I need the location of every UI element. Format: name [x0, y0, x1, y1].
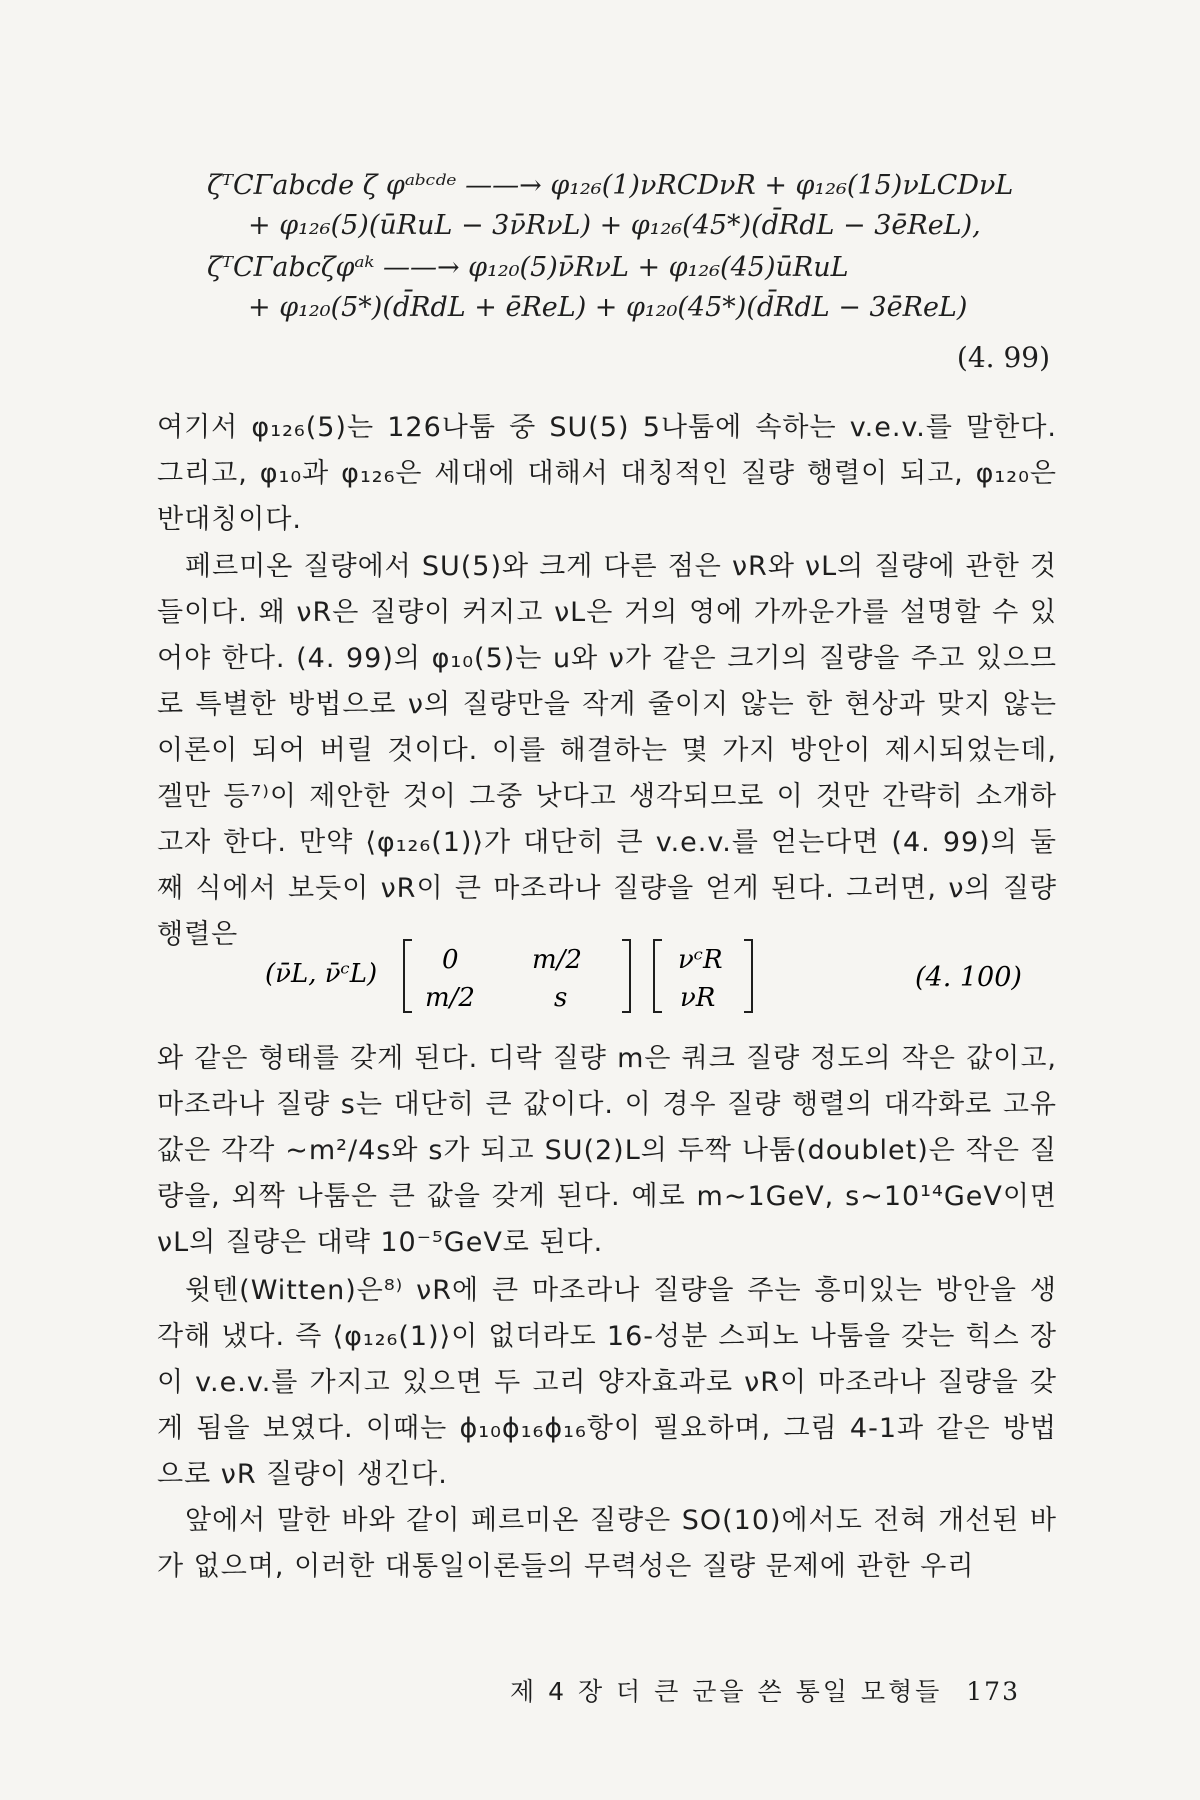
paragraph-5-text: 앞에서 말한 바와 같이 페르미온 질량은 SO(10)에서도 전혀 개선된 바가 없으며, 이러한 대통일이론들의 무력성은 질량 문제에 관한 우리	[157, 1505, 1057, 1582]
row-vector: (ν̄L, ν̄ᶜL)	[265, 959, 378, 989]
equation-line-3: ζᵀCΓabcζφᵃᵏ ——→ φ₁₂₀(5)ν̄RνL + φ₁₂₆(45)ūRuL	[207, 252, 849, 283]
matrix-equation-figure	[150, 930, 1050, 1020]
paragraph-1-text: 여기서 φ₁₂₆(5)는 126나툼 중 SU(5) 5나툼에 속하는 v.e.v.를 말한다. 그리고, φ₁₀과 φ₁₂₆은 세대에 대해서 대칭적인 질량 행렬이 되고, φ₁₂₀은 반대칭이다.	[157, 412, 1057, 535]
running-footer	[510, 1672, 1020, 1708]
paragraph-5	[157, 1498, 1057, 1590]
paragraph-2	[157, 544, 1057, 958]
equation-number-4-100: (4. 100)	[915, 962, 1022, 993]
equation-line-2: + φ₁₂₆(5)(ūRuL − 3ν̄RνL) + φ₁₂₆(45*)(d̄RdL − 3ēReL),	[248, 210, 981, 241]
vector-top: νᶜR	[678, 945, 723, 975]
matrix-left-bracket	[404, 940, 412, 1012]
paragraph-3-text: 와 같은 형태를 갖게 된다. 디락 질량 m은 쿼크 질량 정도의 작은 값이고, 마조라나 질량 s는 대단히 큰 값이다. 이 경우 질량 행렬의 대각화로 고유값은 각각 ∼m²/4s와 s가 되고 SU(2)L의 두짝 나툼(doublet)은 작은 질량을, 외짝 나툼은 큰 값을 갖게 된다. 예로 m∼1GeV, s∼10¹⁴GeV이면 νL의 질량은 대략 10⁻⁵GeV로 된다.	[157, 1043, 1057, 1258]
equation-number-4-99: (4. 99)	[956, 341, 1050, 374]
matrix-right-bracket	[622, 940, 630, 1012]
vector-bottom: νR	[680, 983, 716, 1013]
matrix-m22: s	[554, 983, 568, 1013]
paragraph-1	[157, 405, 1057, 543]
equation-block-4-100	[150, 930, 1050, 1020]
paragraph-2-text: 페르미온 질량에서 SU(5)와 크게 다른 점은 νR와 νL의 질량에 관한 것들이다. 왜 νR은 질량이 커지고 νL은 거의 영에 가까운가를 설명할 수 있어야 한다. (4. 99)의 φ₁₀(5)는 u와 ν가 같은 크기의 질량을 주고 있으므로 특별한 방법으로 ν의 질량만을 작게 줄이지 않는 한 현상과 맞지 않는 이론이 되어 버릴 것이다. 이를 해결하는 몇 가지 방안이 제시되었는데, 겔만 등⁷⁾이 제안한 것이 그중 낫다고 생각되므로 이 것만 간략히 소개하고자 한다. 만약 ⟨φ₁₂₆(1)⟩가 대단히 큰 v.e.v.를 얻는다면 (4. 99)의 둘째 식에서 보듯이 νR이 큰 마조라나 질량을 얻게 된다. 그러면, ν의 질량행렬은	[157, 551, 1057, 950]
paragraph-3	[157, 1036, 1057, 1266]
equation-block-4-99	[150, 172, 1050, 372]
vector-right-bracket	[744, 940, 752, 1012]
paragraph-4	[157, 1268, 1057, 1498]
equation-line-4: + φ₁₂₀(5*)(d̄RdL + ēReL) + φ₁₂₀(45*)(d̄RdL − 3ēReL)	[248, 292, 968, 323]
matrix-m21: m/2	[425, 983, 475, 1013]
vector-left-bracket	[654, 940, 662, 1012]
equation-line-1: ζᵀCΓabcde ζ φᵃᵇᶜᵈᵉ ——→ φ₁₂₆(1)νRCDνR + φ₁₂₆(15)νLCDνL	[207, 170, 1014, 201]
matrix-m12: m/2	[532, 945, 582, 975]
paragraph-4-text: 윗텐(Witten)은⁸⁾ νR에 큰 마조라나 질량을 주는 흥미있는 방안을 생각해 냈다. 즉 ⟨φ₁₂₆(1)⟩이 없더라도 16-성분 스피노 나툼을 갖는 힉스 장이 v.e.v.를 가지고 있으면 두 고리 양자효과로 νR이 마조라나 질량을 갖게 됨을 보였다. 이때는 ϕ₁₀ϕ₁₆ϕ₁₆항이 필요하며, 그림 4-1과 같은 방법으로 νR 질량이 생긴다.	[157, 1275, 1057, 1490]
page-number: 173	[966, 1677, 1020, 1706]
matrix-m11: 0	[442, 945, 459, 975]
chapter-title: 제 4 장 더 큰 군을 쓴 통일 모형들	[510, 1677, 943, 1706]
